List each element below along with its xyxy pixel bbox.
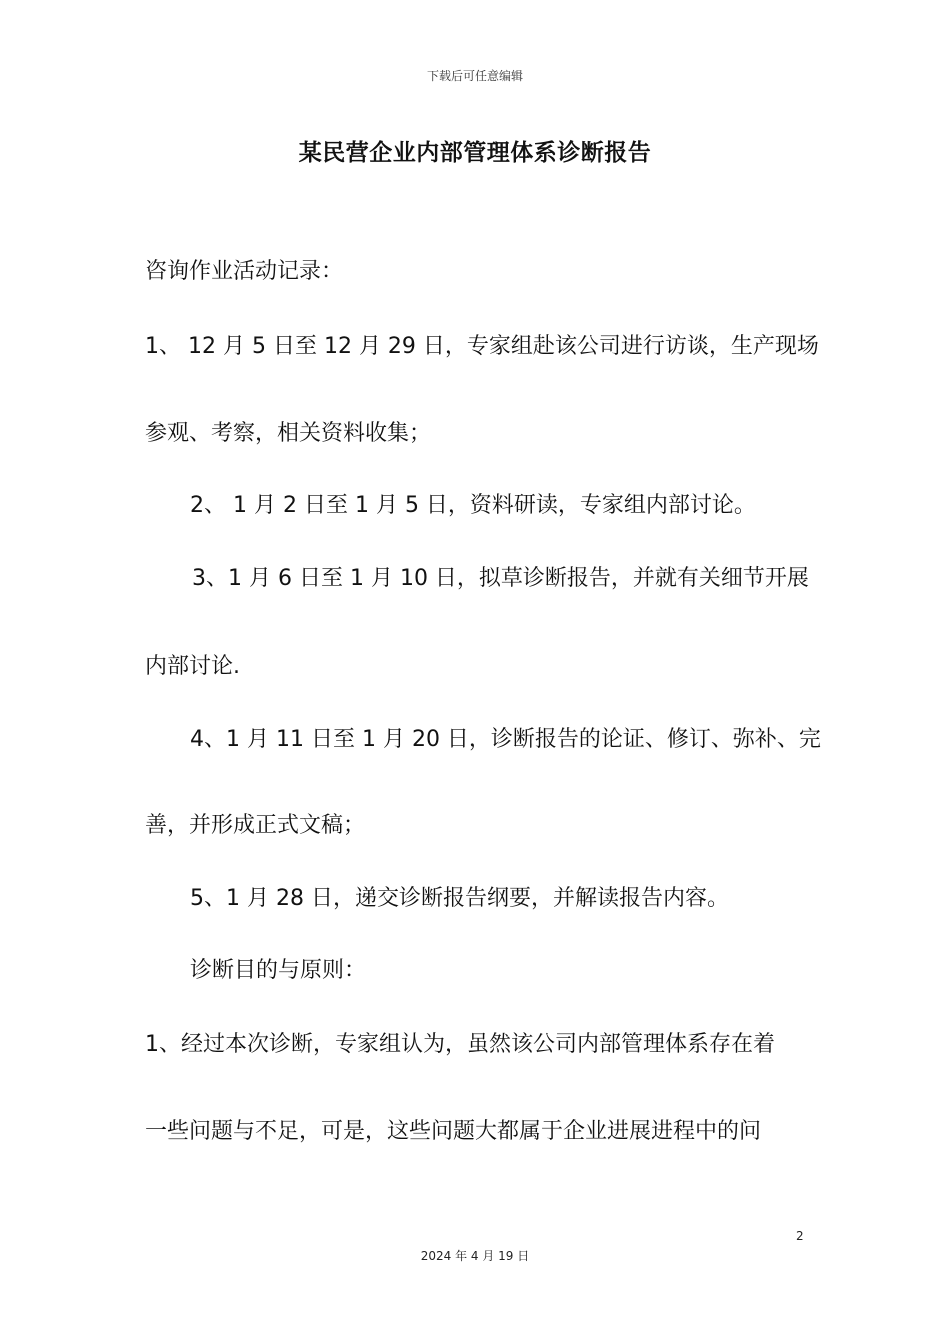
body-line-item-4: 4、1 月 11 日至 1 月 20 日，诊断报告的论证、修订、弥补、完 xyxy=(190,727,821,752)
body-line-diagnosis-1-cont: 一些问题与不足，可是，这些问题大都属于企业进展进程中的问 xyxy=(145,1119,762,1144)
body-line-item-1-cont: 参观、考察，相关资料收集； xyxy=(145,421,432,446)
body-line-item-2: 2、 1 月 2 日至 1 月 5 日，资料研读，专家组内部讨论。 xyxy=(190,493,756,518)
page-number: 2 xyxy=(796,1229,804,1243)
body-line-item-5: 5、1 月 28 日，递交诊断报告纲要，并解读报告内容。 xyxy=(190,886,729,911)
body-line-item-3: 3、1 月 6 日至 1 月 10 日，拟草诊断报告，并就有关细节开展 xyxy=(192,566,809,591)
body-line-item-3-cont: 内部讨论. xyxy=(145,654,240,679)
body-line-item-1: 1、 12 月 5 日至 12 月 29 日，专家组赴该公司进行访谈，生产现场 xyxy=(145,334,819,359)
body-line-item-4-cont: 善，并形成正式文稿； xyxy=(145,813,366,838)
body-line-diagnosis-1: 1、经过本次诊断，专家组认为，虽然该公司内部管理体系存在着 xyxy=(145,1032,775,1057)
header-note: 下载后可任意编辑 xyxy=(426,69,523,83)
body-line-diagnosis-heading: 诊断目的与原则： xyxy=(190,958,367,983)
footer-date: 2024 年 4 月 19 日 xyxy=(420,1249,530,1263)
body-line-consulting-record-heading: 咨询作业活动记录： xyxy=(145,259,344,284)
document-title: 某民营企业内部管理体系诊断报告 xyxy=(298,140,652,166)
